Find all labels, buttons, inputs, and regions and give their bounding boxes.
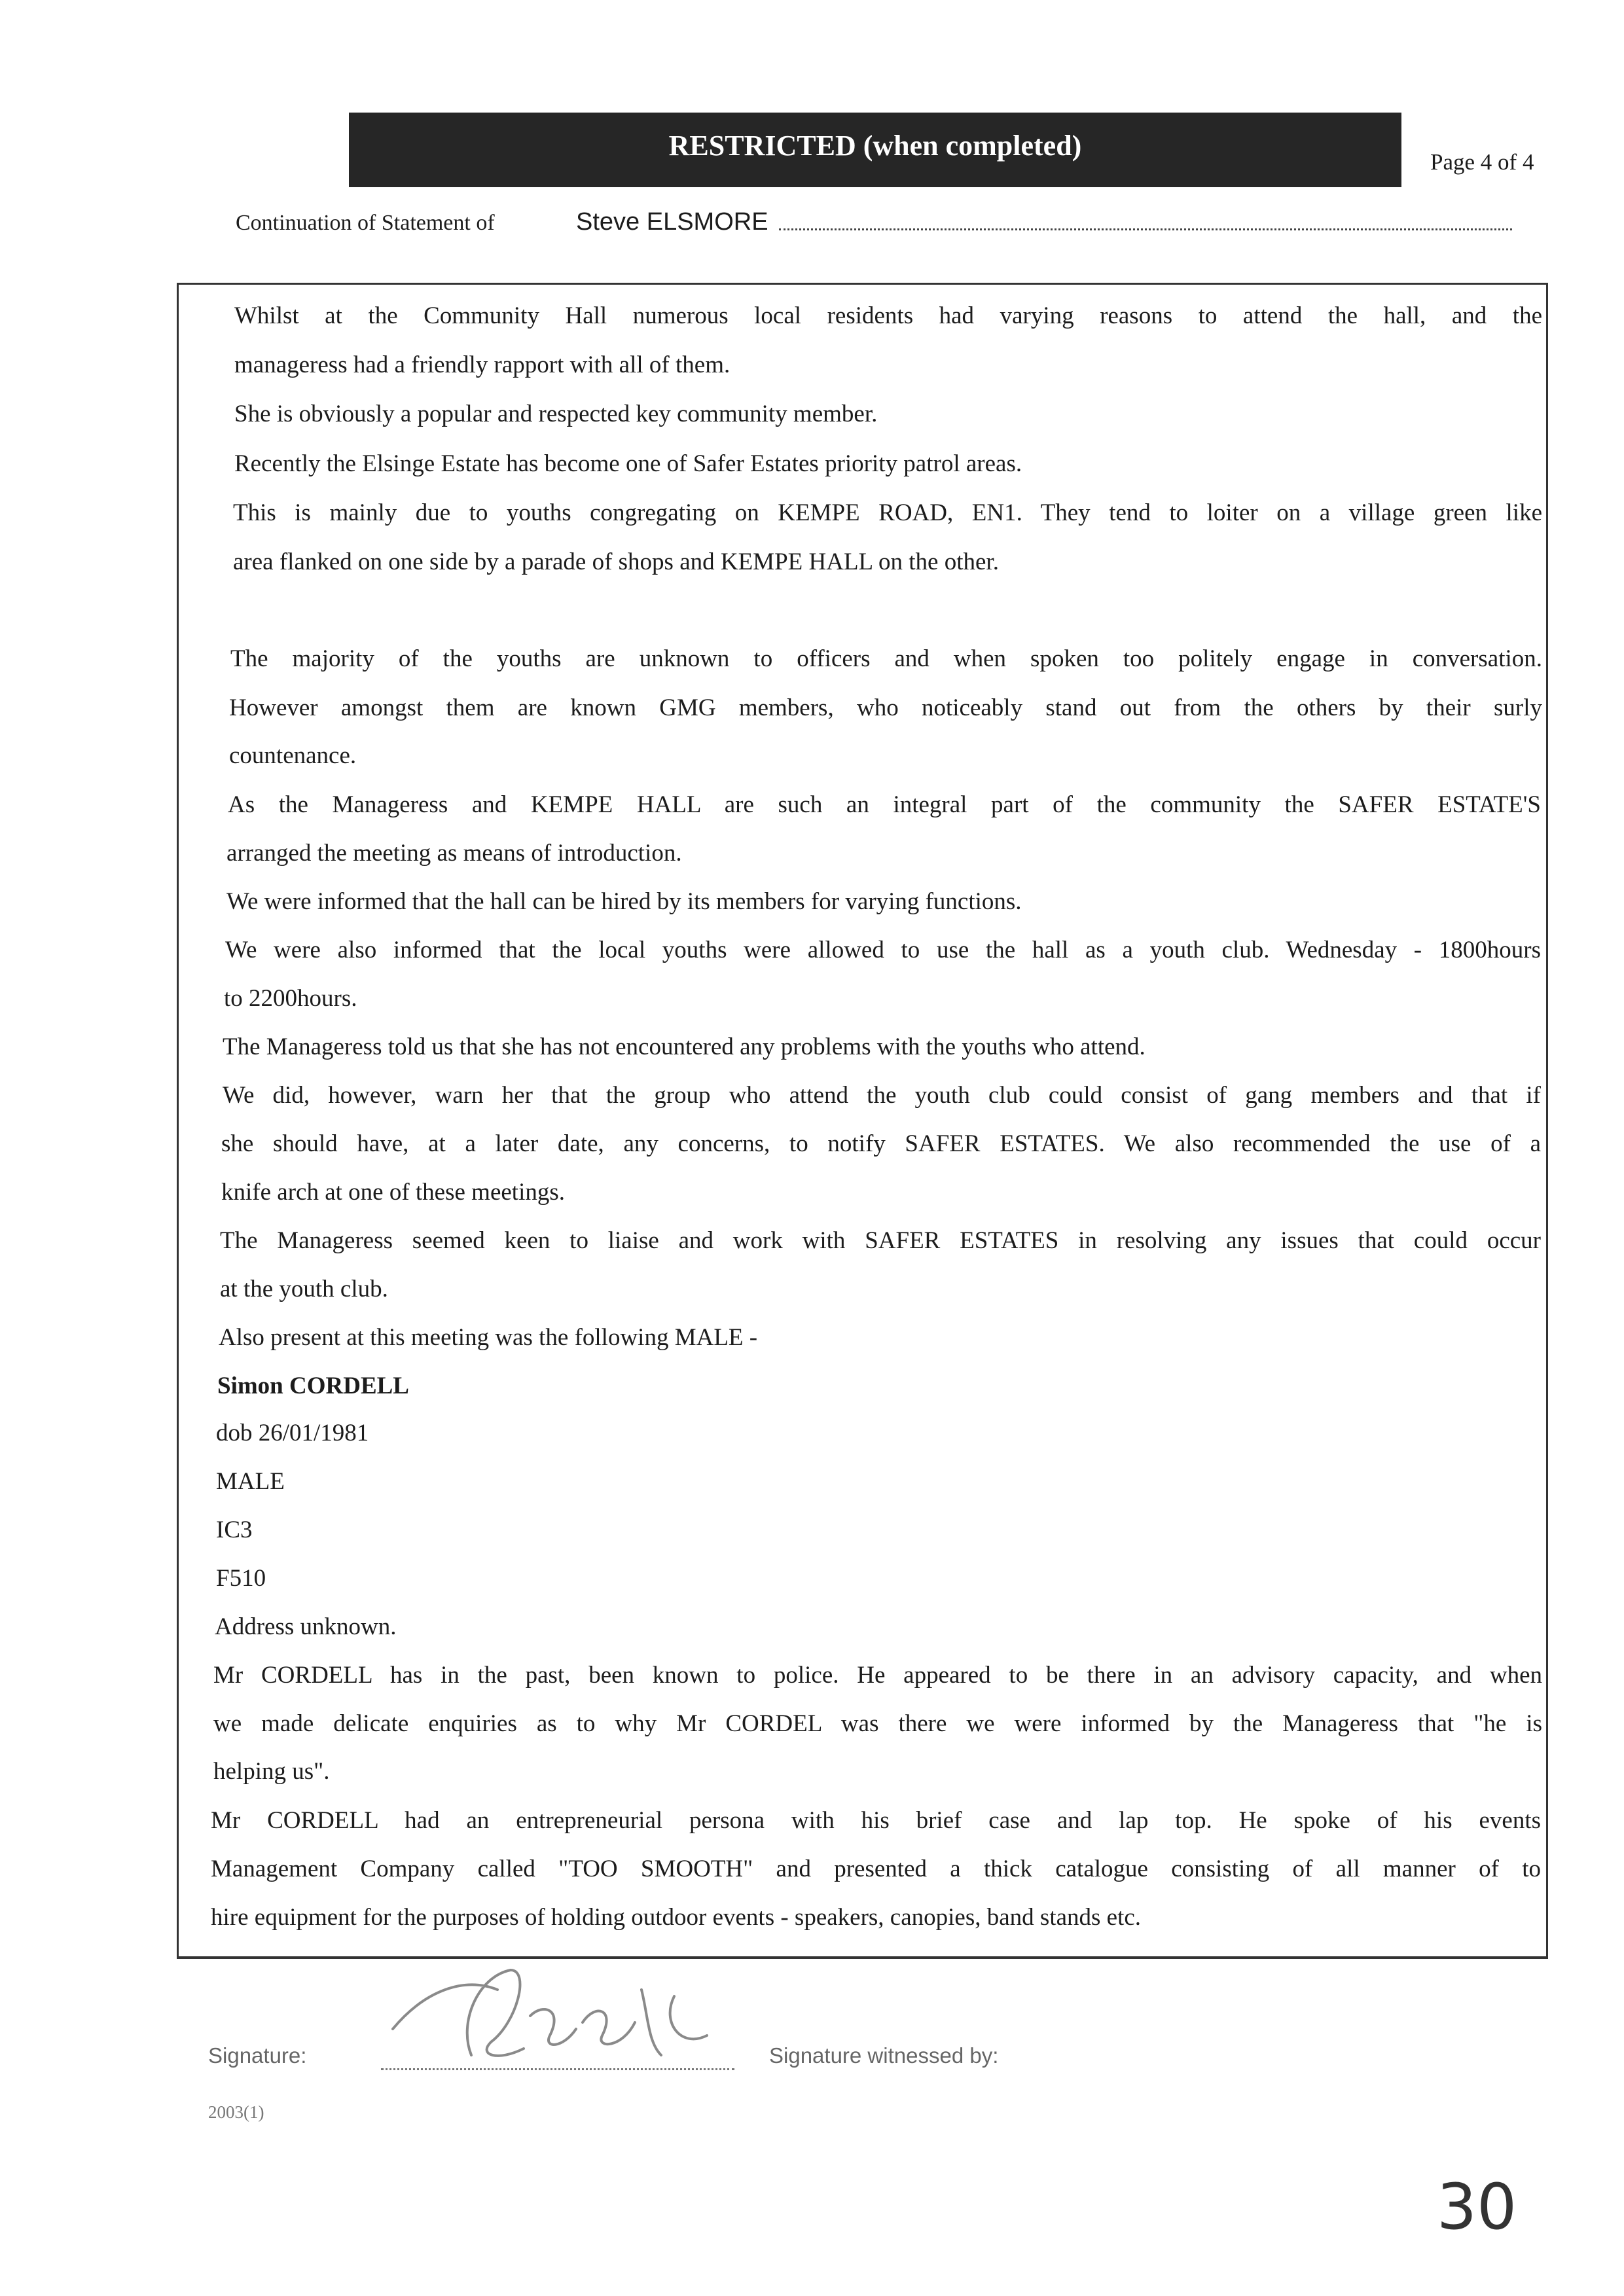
statement-line: The Manageress told us that she has not encountered any problems with the youths who attend.: [223, 1033, 1146, 1060]
statement-line: Whilst at the Community Hall numerous local residents had varying reasons to attend the hall, and the: [234, 302, 1542, 329]
statement-line: she should have, at a later date, any concerns, to notify SAFER ESTATES. We also recommended the use of a: [221, 1130, 1541, 1157]
handwritten-signature: [367, 1950, 733, 2081]
continuation-name: Steve ELSMORE: [576, 208, 768, 236]
statement-line: The Manageress seemed keen to liaise and work with SAFER ESTATES in resolving any issues that could occur: [220, 1227, 1541, 1254]
statement-line: we made delicate enquiries as to why Mr CORDEL was there we were informed by the Manageress that "he is: [213, 1710, 1542, 1737]
handwritten-page-number: [1430, 2166, 1535, 2245]
continuation-label: Continuation of Statement of: [236, 211, 495, 235]
subject-address: Address unknown.: [215, 1613, 397, 1640]
statement-box: [177, 283, 1548, 1958]
statement-line: at the youth club.: [220, 1276, 388, 1302]
statement-line: Management Company called "TOO SMOOTH" and presented a thick catalogue consisting of all manner of to: [211, 1856, 1541, 1882]
subject-dob: dob 26/01/1981: [216, 1420, 369, 1446]
statement-line: area flanked on one side by a parade of shops and KEMPE HALL on the other.: [233, 548, 999, 575]
statement-line: helping us".: [213, 1758, 330, 1785]
page-number: Page 4 of 4: [1430, 149, 1534, 175]
statement-line: However amongst them are known GMG members, who noticeably stand out from the others by their surly: [229, 694, 1542, 721]
signature-label: Signature:: [208, 2043, 307, 2068]
statement-line: Mr CORDELL has in the past, been known to police. He appeared to be there in an advisory capacity, and when: [213, 1662, 1542, 1689]
statement-line: Mr CORDELL had an entrepreneurial persona with his brief case and lap top. He spoke of his events: [211, 1807, 1541, 1834]
form-code: 2003(1): [208, 2102, 264, 2122]
statement-line: The majority of the youths are unknown to officers and when spoken too politely engage in conversation.: [230, 645, 1542, 672]
statement-line: As the Manageress and KEMPE HALL are such an integral part of the community the SAFER ESTATE'S: [228, 791, 1541, 818]
handwritten-page-number-text: 30: [1437, 2170, 1517, 2244]
statement-line: hire equipment for the purposes of holding outdoor events - speakers, canopies, band stands etc.: [211, 1904, 1142, 1931]
statement-line: manageress had a friendly rapport with all of them.: [234, 351, 731, 378]
statement-line: She is obviously a popular and respected key community member.: [234, 401, 878, 427]
subject-ic-code: IC3: [216, 1516, 253, 1543]
statement-line: arranged the meeting as means of introduction.: [226, 840, 682, 867]
continuation-dotted-line: [779, 228, 1512, 230]
statement-line: We were informed that the hall can be hired by its members for varying functions.: [226, 888, 1022, 915]
statement-line: countenance.: [229, 742, 357, 769]
witness-label: Signature witnessed by:: [769, 2043, 999, 2068]
subject-sex: MALE: [216, 1468, 285, 1495]
statement-line: knife arch at one of these meetings.: [221, 1179, 565, 1206]
statement-line: Recently the Elsinge Estate has become one of Safer Estates priority patrol areas.: [234, 450, 1022, 477]
statement-line: We did, however, warn her that the group who attend the youth club could consist of gang members and that if: [223, 1082, 1541, 1109]
statement-line: This is mainly due to youths congregating on KEMPE ROAD, EN1. They tend to loiter on a village green like: [233, 499, 1542, 526]
statement-line: Also present at this meeting was the following MALE -: [219, 1324, 758, 1351]
subject-name: Simon CORDELL: [217, 1372, 409, 1399]
statement-line: to 2200hours.: [224, 985, 357, 1012]
subject-height: F510: [216, 1565, 266, 1592]
restricted-banner: RESTRICTED (when completed): [349, 113, 1401, 187]
statement-line: We were also informed that the local youths were allowed to use the hall as a youth club. Wednesday - 1800hours: [225, 937, 1541, 963]
